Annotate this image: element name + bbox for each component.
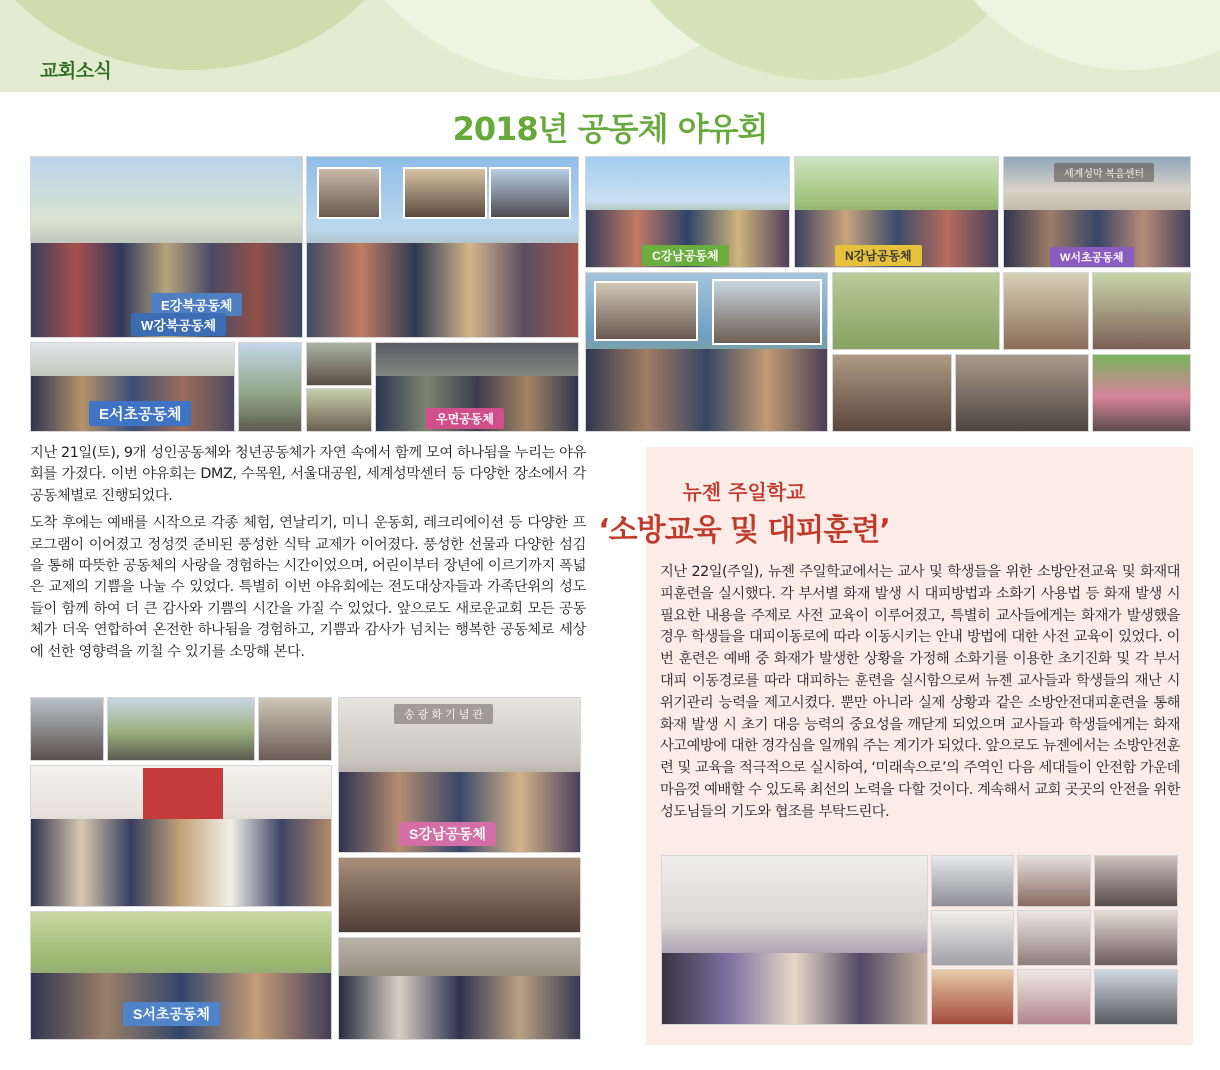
photo-lake-collage: [585, 272, 828, 432]
photo-family-2: [1092, 272, 1191, 350]
photo-hallway-1: [931, 855, 1014, 907]
photo-flowers: [1092, 354, 1191, 432]
photo-kids-drawing: [832, 272, 1000, 350]
photo-gondola: [238, 342, 302, 432]
photo-dinner-1: [832, 354, 952, 432]
building-sign: 송 광 화 기 념 관: [394, 704, 493, 724]
banner-n-gangnam: N강남공동체: [835, 245, 922, 266]
photo-c-gangnam-group: [585, 156, 790, 268]
photo-fire-drill-teacher: [661, 855, 928, 1025]
sunday-school-subtitle: 뉴젠 주일학교: [682, 480, 806, 504]
header-band: [0, 0, 1220, 92]
photo-small-group-1: [306, 342, 372, 386]
sunday-school-body: [660, 562, 1180, 824]
photo-small-group-2: [306, 388, 372, 432]
photo-small-strip-1: [30, 697, 104, 761]
photo-kids-5: [1017, 969, 1091, 1025]
photo-s-seocho-group: [30, 911, 332, 1040]
photo-e-seocho-group: [30, 342, 235, 432]
banner-c-gangnam: C강남공동체: [642, 245, 729, 266]
sunday-school-paragraph: 지난 22일(주일), 뉴젠 주일학교에서는 교사 및 학생들을 위한 소방안전교육 및 화재대피훈련을 실시했다. 각 부서별 화재 발생 시 대피방법과 소화기 사용법 등 화재 발생 시 필요한 내용을 주제로 사전 교육이 이루어졌고, 특별히 교사들에게는 화재가 발생했을 경우 학생들을 대피이동로에 따라 이동시키는 안내 방법에 대한 사전 교육이 있었다. 이번 훈련은 예배 중 화재가 발생한 상황을 가정해 소화기를 이용한 초기진화 및 각 부서 대피 이동경로를 따라 대피하는 훈련을 실시함으로써 뉴젠 교사들과 학생들의 재난 시 위기관리 능력을 제고시켰다. 뿐만 아니라 실제 상황과 같은 소방안전대피훈련을 통해 화재 발생 시 초기 대응 능력의 중요성을 깨닫게 되었으며 교사들과 학생들에게는 화재사고예방에 대한 경각심을 일깨워 주는 계기가 되었다. 앞으로도 뉴젠에서는 소방안전훈련 및 교육을 적극적으로 실시하여, ‘미래속으로’의 주역인 다음 세대들이 안전함 가운데 마음껏 예배할 수 있도록 최선의 노력을 다할 것이다. 계속해서 교회 곳곳의 안전을 위한 성도님들의 기도와 협조를 부탁드린다.: [660, 564, 1180, 820]
banner-w-seocho: W서초공동체: [1050, 247, 1134, 267]
banner-e-seocho: E서초공동체: [89, 401, 191, 426]
banner-e-gangbuk: E강북공동체: [151, 293, 242, 316]
photo-kids-2: [1094, 855, 1178, 907]
building-sign: 세계성막 복음센터: [1054, 163, 1154, 182]
photo-w-seocho-building: [1003, 156, 1191, 268]
banner-w-gangbuk: W강북공동체: [131, 313, 226, 336]
photo-s-gangnam-building: [338, 697, 581, 853]
sunday-school-title: ‘소방교육 및 대피훈련’: [598, 513, 890, 548]
photo-dancing-hall: [338, 937, 581, 1040]
article-paragraph: 도착 후에는 예배를 시작으로 각종 체험, 연날리기, 미니 운동회, 레크리에이션 등 다양한 프로그램이 이어졌고 정성껏 준비된 풍성한 식탁 교제가 이어졌다. 풍성한 선물과 다양한 섬김을 통해 따뜻한 공동체의 사랑을 경험하는 시간이었으며, 어린이부터 장년에 이르기까지 폭넓은 교제의 기쁨을 나눌 수 있었다. 특별히 이번 야유회에는 전도대상자들과 가족단위의 성도들이 함께 하여 더 큰 감사와 기쁨의 시간을 가질 수 있었다. 앞으로도 새로운교회 모든 공동체가 더욱 연합하여 온전한 하나됨을 경험하고, 기쁨과 감사가 넘치는 행복한 공동체로 세상에 선한 영향력을 끼칠 수 있기를 소망해 본다.: [30, 515, 586, 660]
article-paragraph: 지난 21일(토), 9개 성인공동체와 청년공동체가 자연 속에서 함께 모여 하나됨을 누리는 야유회를 가졌다. 이번 야유회는 DMZ, 수목원, 서울대공원, 세계성막센터 등 다양한 장소에서 각 공동체별로 진행되었다.: [30, 445, 586, 504]
photo-small-strip-2: [107, 697, 255, 761]
photo-family-1: [1003, 272, 1089, 350]
photo-umyeon-group: [375, 342, 579, 432]
banner-umyeon: 우면공동체: [426, 408, 504, 429]
banner-s-gangnam: S강남공동체: [399, 822, 496, 846]
banner-s-seocho: S서초공동체: [123, 1002, 220, 1026]
photo-stage-group: [30, 765, 332, 907]
photo-gangbuk-group: [30, 156, 303, 338]
photo-outdoor-evac: [1094, 969, 1178, 1025]
article-title: 2018년 공동체 야유회: [452, 110, 768, 148]
photo-small-strip-3: [258, 697, 332, 761]
photo-kids-4: [1094, 910, 1178, 966]
section-label: 교회소식: [40, 60, 112, 82]
photo-indoor-seated: [338, 857, 581, 933]
photo-n-gangnam-group: [794, 156, 999, 268]
photo-collage-park: [306, 156, 579, 338]
photo-fire-extinguisher: [931, 969, 1014, 1025]
photo-hallway-2: [931, 910, 1014, 966]
photo-kids-3: [1017, 910, 1091, 966]
photo-dinner-2: [955, 354, 1089, 432]
photo-kids-1: [1017, 855, 1091, 907]
